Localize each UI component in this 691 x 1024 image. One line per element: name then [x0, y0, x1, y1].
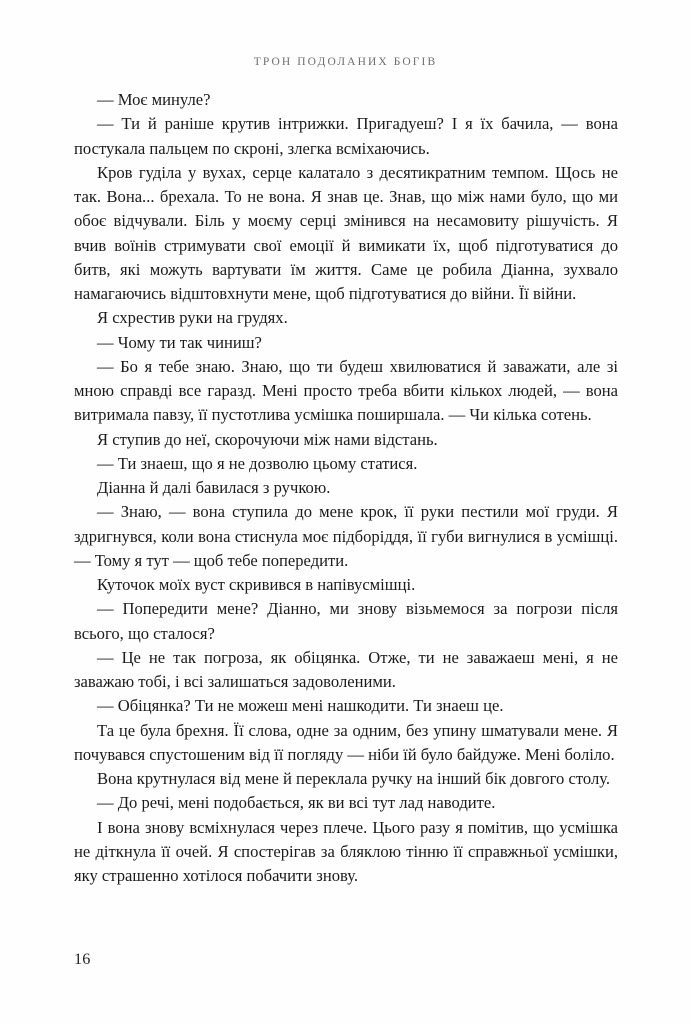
- page-number: 16: [74, 950, 91, 968]
- body-text: [74, 88, 618, 888]
- paragraph: Кров гуділа у вухах, серце калатало з десятикратним темпом. Щось не так. Вона... брехала. То не вона. Я знав це. Знав, що між нами було, що ми обоє відчували. Біль у моєму серці змінився на несамовиту рішучість. Я вчив воїнів стримувати свої емоції й вимикати їх, щоб підготуватися до битв, які можуть вартувати їм життя. Саме це робила Діанна, зухвало намагаючись відштовхнути мене, щоб підготуватися до війни. Її війни.: [74, 162, 618, 303]
- paragraph: І вона знову всміхнулася через плече. Цього разу я помітив, що усмішка не діткнула її очей. Я спостерігав за бляклою тінню її справжньої усмішки, яку страшенно хотілося побачити знову.: [74, 817, 618, 885]
- paragraph: — Бо я тебе знаю. Знаю, що ти будеш хвилюватися й заважати, але зі мною справді все гаразд. Мені просто треба вбити кількох людей, — вона витримала павзу, її пустотлива усмішка поширшала. — Чи кілька сотень.: [74, 356, 618, 425]
- running-head: ТРОН ПОДОЛАНИХ БОГІВ: [253, 56, 438, 68]
- paragraph: Я схрестив руки на грудях.: [97, 308, 288, 328]
- paragraph: Куточок моїх вуст скривився в напівусмішці.: [97, 575, 416, 594]
- paragraph: — До речі, мені подобається, як ви всі тут лад наводите.: [97, 793, 496, 813]
- paragraph: — Моє минуле?: [97, 90, 211, 109]
- paragraph: — Ти знаеш, що я не дозволю цьому статися.: [97, 453, 418, 473]
- paragraph: Вона крутнулася від мене й переклала ручку на інший бік довгого столу.: [97, 769, 611, 788]
- paragraph: — Чому ти так чиниш?: [97, 332, 262, 352]
- paragraph: — Попередити мене? Діанно, ми знову візьмемося за погрози після всього, що сталося?: [74, 599, 618, 643]
- paragraph: Я ступив до неї, скорочуючи між нами відстань.: [97, 429, 438, 449]
- paragraph: Діанна й далі бавилася з ручкою.: [97, 478, 331, 497]
- paragraph: — Обіцянка? Ти не можеш мені нашкодити. Ти знаеш це.: [97, 696, 504, 716]
- paragraph: — Це не так погроза, як обіцянка. Отже, ти не заважаеш мені, я не заважаю тобі, і всі залишаться задоволеними.: [74, 647, 618, 691]
- paragraph: — Ти й раніше крутив інтрижки. Пригадуеш? І я їх бачила, — вона постукала пальцем по скроні, злегка всміхаючись.: [74, 114, 618, 158]
- paragraph: — Знаю, — вона ступила до мене крок, її руки пестили мої груди. Я здригнувся, коли вона стиснула моє підборіддя, її губи вигнулися в усмішці. — Тому я тут — щоб тебе попередити.: [74, 502, 618, 570]
- paragraph: Та це була брехня. Її слова, одне за одним, без упину шматували мене. Я почувався спустошеним від її погляду — ніби їй було байдуже. Мені боліло.: [74, 720, 618, 764]
